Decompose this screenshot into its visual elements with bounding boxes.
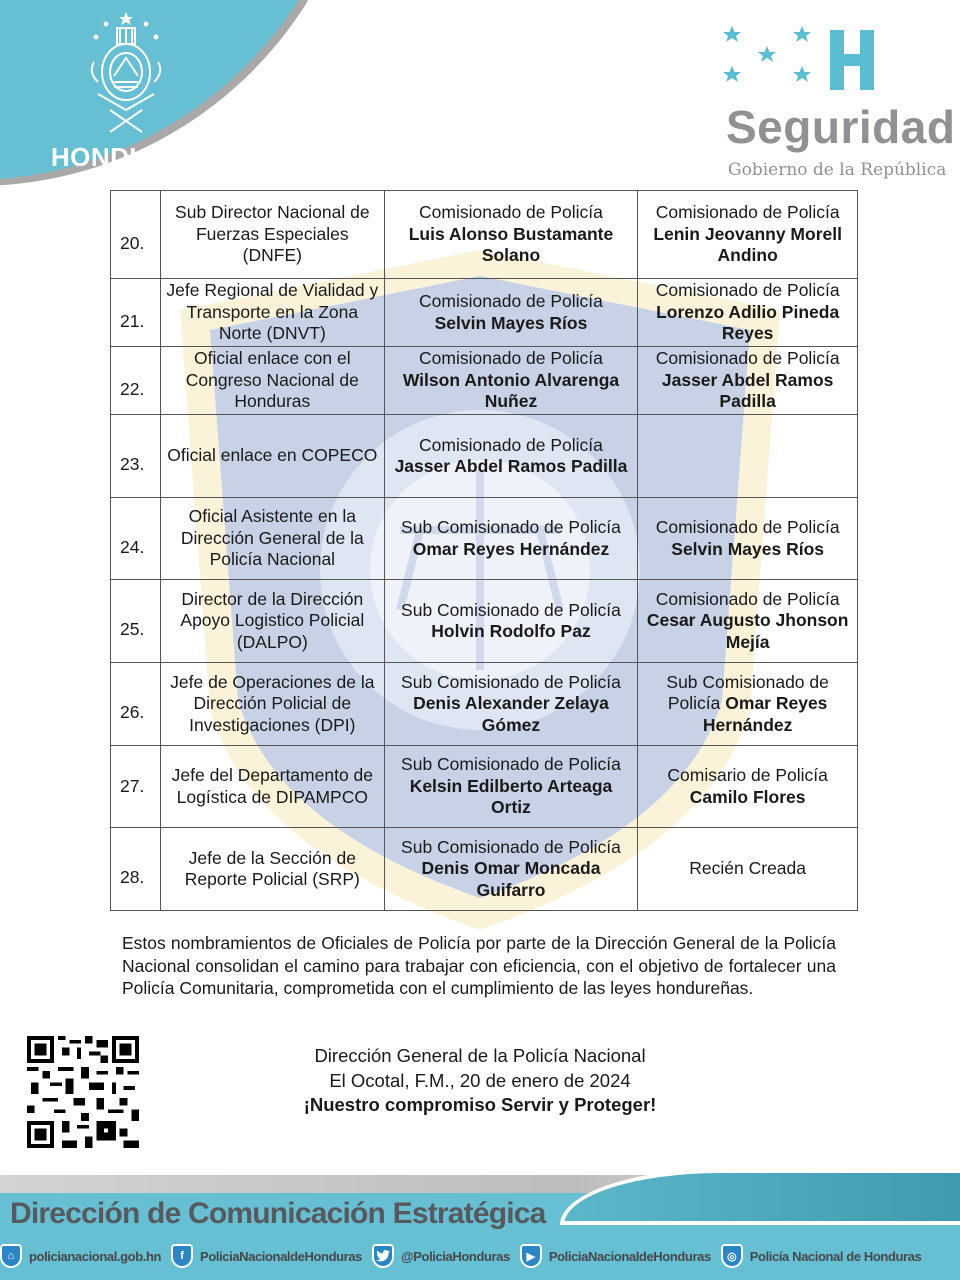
row-number: 28. [111,828,161,911]
social-label: Policía Nacional de Honduras [749,1248,922,1264]
row-number: 21. [111,279,161,347]
row-number: 24. [111,498,161,580]
position-cell: Oficial Asistente en la Dirección General de la Policía Nacional [160,498,384,580]
appointed-officer-cell: Sub Comisionado de Policía Denis Omar Moncada Guifarro [384,828,638,911]
previous-officer-cell: Comisionado de Policía Jasser Abdel Ramos Padilla [638,347,858,415]
previous-officer-cell: Comisionado de Policía Cesar Augusto Jhonson Mejía [638,580,858,663]
previous-officer-cell: Recién Creada [638,828,858,911]
signature-line-2: El Ocotal, F.M., 20 de enero de 2024 [329,1069,631,1091]
social-label: PoliciaNacionaldeHonduras [200,1248,362,1264]
appointed-officer-cell: Sub Comisionado de Policía Holvin Rodolfo Paz [384,580,638,663]
table-row [111,580,858,663]
table-row [111,415,858,498]
appointed-officer-cell: Comisionado de Policía Wilson Antonio Alvarenga Nuñez [384,347,638,415]
previous-officer-cell: Comisionado de Policía Lorenzo Adilio Pineda Reyes [638,279,858,347]
footer [0,1175,960,1280]
signature-block [230,1044,730,1118]
youtube-icon: ▶ [520,1244,542,1268]
social-label: @PoliciaHonduras [400,1248,510,1264]
social-link-twitter[interactable] [372,1244,510,1268]
position-cell: Oficial enlace con el Congreso Nacional de Honduras [160,347,384,415]
position-cell: Oficial enlace en COPECO [160,415,384,498]
twitter-icon [372,1244,394,1268]
table-row [111,347,858,415]
coat-of-arms-icon [84,10,168,138]
table-row [111,746,858,828]
row-number: 25. [111,580,161,663]
appointed-officer-cell: Sub Comisionado de Policía Omar Reyes Hernández [384,498,638,580]
table-row [111,498,858,580]
gobierno-subtitle: Gobierno de la República [728,160,947,180]
social-link-website[interactable] [0,1244,161,1268]
table-row [111,191,858,279]
honduras-logo [0,0,250,180]
position-cell: Jefe Regional de Vialidad y Transporte en la Zona Norte (DNVT) [160,279,384,347]
stars-h-logo-icon [722,24,882,96]
social-link-facebook[interactable] [171,1244,362,1268]
position-cell: Sub Director Nacional de Fuerzas Especiales (DNFE) [160,191,384,279]
appointed-officer-cell: Sub Comisionado de Policía Kelsin Edilberto Arteaga Ortiz [384,746,638,828]
previous-officer-cell: Sub Comisionado de Policía Omar Reyes Hernández [638,663,858,746]
appointed-officer-cell: Sub Comisionado de Policía Denis Alexander Zelaya Gómez [384,663,638,746]
footer-title: Dirección de Comunicación Estratégica [10,1197,546,1230]
previous-officer-cell: Comisionado de Policía Selvin Mayes Ríos [638,498,858,580]
position-cell: Jefe del Departamento de Logística de DIPAMPCO [160,746,384,828]
facebook-icon: f [171,1244,193,1268]
table-row [111,828,858,911]
row-number: 20. [111,191,161,279]
social-link-instagram[interactable] [721,1244,922,1268]
social-label: policianacional.gob.hn [29,1248,162,1264]
social-label: PoliciaNacionaldeHonduras [548,1248,711,1264]
position-cell: Director de la Dirección Apoyo Logistico Policial (DALPO) [160,580,384,663]
previous-officer-cell [638,415,858,498]
social-links [0,1241,960,1271]
position-cell: Jefe de Operaciones de la Dirección Policial de Investigaciones (DPI) [160,663,384,746]
appointments-table [110,190,858,911]
row-number: 27. [111,746,161,828]
honduras-logo-text: HONDURAS [50,142,206,172]
signature-line-1: Dirección General de la Policía Nacional [314,1045,646,1066]
row-number: 22. [111,347,161,415]
instagram-icon: ◎ [721,1244,743,1268]
seguridad-logo [700,18,960,188]
closing-paragraph: Estos nombramientos de Oficiales de Policía por parte de la Dirección General de la Policía Nacional consolidan el camino para trabajar con eficiencia, con el objetivo de fortalecer una Policía Comunitaria, comprometida con el cumplimiento de las leyes hondureñas. [122,933,836,998]
home-icon: ⌂ [0,1244,22,1268]
previous-officer-cell: Comisionado de Policía Lenin Jeovanny Morell Andino [638,191,858,279]
appointed-officer-cell: Comisionado de Policía Selvin Mayes Ríos [384,279,638,347]
table-row [111,663,858,746]
row-number: 26. [111,663,161,746]
row-number: 23. [111,415,161,498]
appointed-officer-cell: Comisionado de Policía Jasser Abdel Ramos Padilla [384,415,638,498]
appointed-officer-cell: Comisionado de Policía Luis Alonso Bustamante Solano [384,191,638,279]
social-link-youtube[interactable] [520,1244,711,1268]
position-cell: Jefe de la Sección de Reporte Policial (SRP) [160,828,384,911]
seguridad-title: Seguridad [726,101,956,153]
previous-officer-cell: Comisario de Policía Camilo Flores [638,746,858,828]
qr-code-icon[interactable] [26,1036,140,1148]
table-row [111,279,858,347]
motto: ¡Nuestro compromiso Servir y Proteger! [303,1094,657,1115]
